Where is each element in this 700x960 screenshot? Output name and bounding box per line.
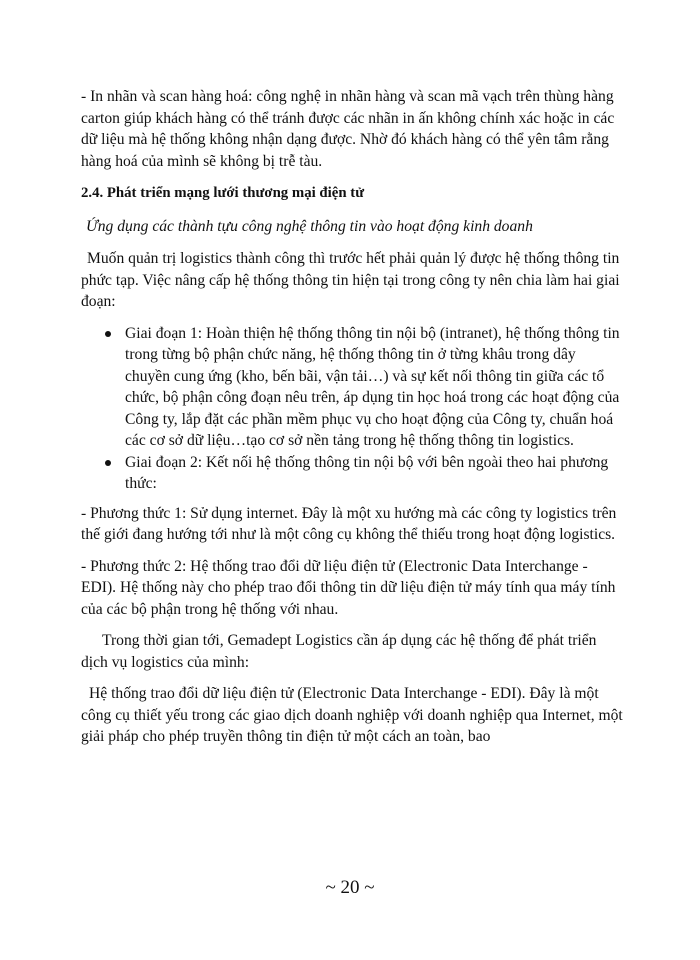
method-2-paragraph: - Phương thức 2: Hệ thống trao đổi dữ liệu điện tử (Electronic Data Interchange - EDI). Hệ thống này cho phép trao đổi thông tin dữ liệu điện tử máy tính qua máy tính của các bộ phận trong hệ thống với nhau. [81,557,616,618]
list-item [125,323,623,452]
future-plan-paragraph: Trong thời gian tới, Gemadept Logistics cần áp dụng các hệ thống để phát triển dịch vụ logistics của mình: [81,632,597,671]
section-heading: 2.4. Phát triển mạng lưới thương mại điện tử [81,185,365,201]
list-item [125,452,623,495]
page-number: ~ 20 ~ [325,877,375,898]
paragraph-label-print: - In nhãn và scan hàng hoá: công nghệ in nhãn hàng và scan mã vạch trên thùng hàng carton giúp khách hàng có thể tránh được các nhãn in ấn không chính xác hoặc in các dữ liệu mà hệ thống không nhận dạng được. Nhờ đó khách hàng có thể yên tâm rằng hàng hoá của mình sẽ không bị trễ tàu. [81,88,615,170]
bullet-icon [105,460,111,466]
bullet-icon [105,331,111,337]
intro-paragraph: Muốn quản trị logistics thành công thì trước hết phải quản lý được hệ thống thông tin phức tạp. Việc nâng cấp hệ thống thông tin hiện tại trong công ty nên chia làm hai giai đoạn: [81,250,620,310]
edi-paragraph: Hệ thống trao đổi dữ liệu điện tử (Electronic Data Interchange - EDI). Đây là một công cụ thiết yếu trong các giao dịch doanh nghiệp với doanh nghiệp qua Internet, một giải pháp cho phép truyền thông tin điện tử một cách an toàn, bao [81,685,623,745]
stages-list [81,323,623,495]
document-page [81,86,623,748]
method-1-paragraph: - Phương thức 1: Sử dụng internet. Đây là một xu hướng mà các công ty logistics trên thế giới đang hướng tới như là một công cụ không thể thiếu trong hoạt động logistics. [81,504,617,543]
stage-2-text: Giai đoạn 2: Kết nối hệ thống thông tin nội bộ với bên ngoài theo hai phương thức: [125,453,609,492]
subheading: Ứng dụng các thành tựu công nghệ thông tin vào hoạt động kinh doanh [86,217,533,235]
stage-1-text: Giai đoạn 1: Hoàn thiện hệ thống thông tin nội bộ (intranet), hệ thống thông tin trong từng bộ phận chức năng, hệ thống thông tin ở từng khâu trong dây chuyền cung ứng (kho, bến bãi, vận tải…) và sự kết nối thông tin giữa các tổ chức, bộ phận công đoạn nêu trên, áp dụng tin học hoá trong các hoạt động của Công ty, lắp đặt các phần mềm phục vụ cho hoạt động của Công ty, chuẩn hoá các cơ sở dữ liệu…tạo cơ sở nền tảng trong hệ thống thông tin logistics. [125,324,620,449]
